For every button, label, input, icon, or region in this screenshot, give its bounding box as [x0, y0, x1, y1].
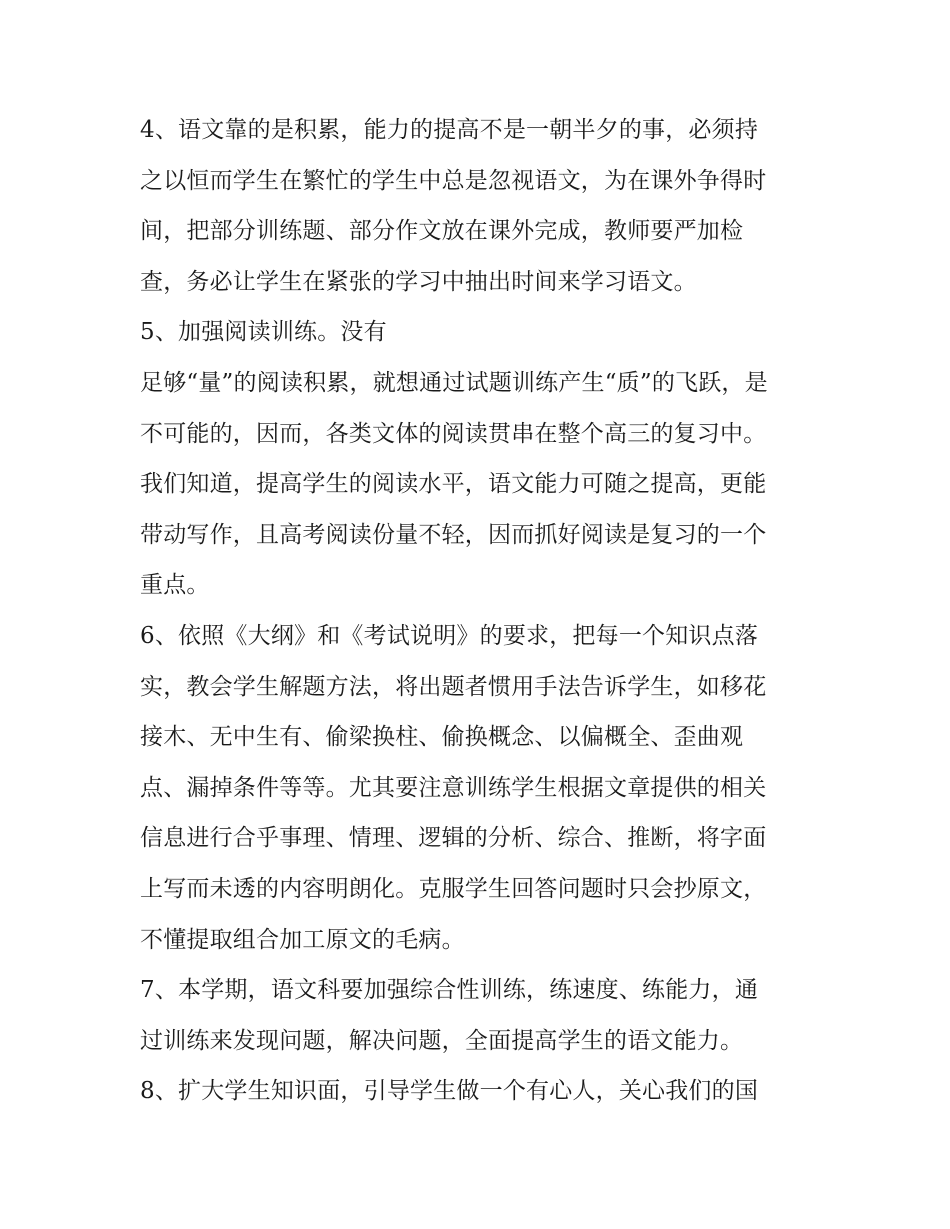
text-line: 不懂提取组合加工原文的毛病。 [140, 926, 465, 953]
text-line: 间，把部分训练题、部分作文放在课外完成，教师要严加检 [140, 218, 744, 245]
text-line: 重点。 [140, 572, 210, 599]
document-body [140, 105, 820, 1117]
text-line: 实，教会学生解题方法，将出题者惯用手法告诉学生，如移花 [140, 673, 767, 700]
text-line: 5、加强阅读训练。没有 [140, 319, 387, 346]
text-line: 点、漏掉条件等等。尤其要注意训练学生根据文章提供的相关 [140, 774, 767, 801]
text-line: 查，务必让学生在紧张的学习中抽出时间来学习语文。 [140, 268, 697, 295]
text-line: 8、扩大学生知识面，引导学生做一个有心人，关心我们的国 [140, 1078, 759, 1105]
text-line: 4、语文靠的是积累，能力的提高不是一朝半夕的事，必须持 [140, 117, 759, 143]
text-line: 接木、无中生有、偷梁换柱、偷换概念、以偏概全、歪曲观 [140, 724, 744, 751]
text-line: 6、依照《大纲》和《考试说明》的要求，把每一个知识点落 [140, 622, 759, 649]
text-line: 足够“量”的阅读积累，就想通过试题训练产生“质”的飞跃，是 [140, 369, 768, 396]
text-line: 过训练来发现问题，解决问题，全面提高学生的语文能力。 [140, 1027, 744, 1054]
text-line: 7、本学期，语文科要加强综合性训练，练速度、练能力，通 [140, 977, 759, 1004]
text-line: 我们知道，提高学生的阅读水平，语文能力可随之提高，更能 [140, 471, 767, 498]
text-line: 之以恒而学生在繁忙的学生中总是忽视语文，为在课外争得时 [140, 167, 767, 194]
text-line: 信息进行合乎事理、情理、逻辑的分析、综合、推断，将字面 [140, 825, 767, 852]
text-line: 带动写作，且高考阅读份量不轻，因而抓好阅读是复习的一个 [140, 521, 767, 548]
text-line: 上写而未透的内容明朗化。克服学生回答问题时只会抄原文， [140, 875, 767, 902]
text-line: 不可能的，因而，各类文体的阅读贯串在整个高三的复习中。 [140, 420, 767, 447]
